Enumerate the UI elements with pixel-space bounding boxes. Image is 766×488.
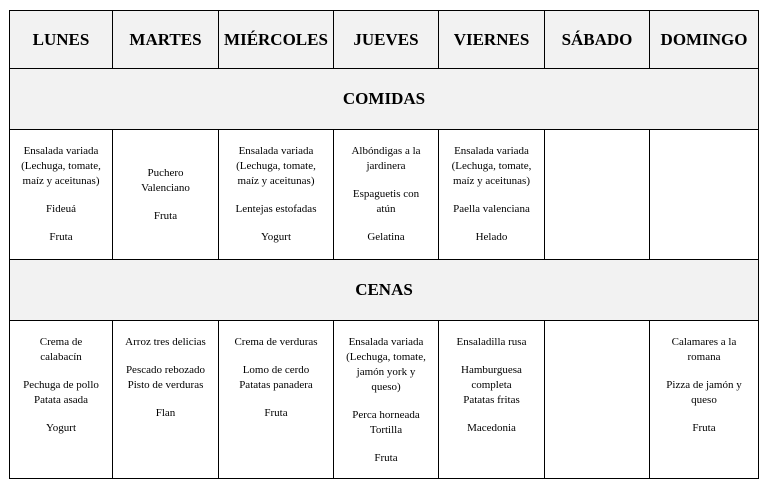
dish-line: Crema de verduras <box>234 336 318 348</box>
dish-line: Yogurt <box>45 422 77 434</box>
dish-line: (Lechuga, tomate, <box>21 160 101 172</box>
dish-line: jamón york y <box>356 366 416 378</box>
dish-line: Fruta <box>374 452 398 464</box>
dish-line: Ensalada variada <box>454 145 529 157</box>
dish-line: Espaguetis con <box>352 188 420 200</box>
dinner-section-row <box>10 260 759 321</box>
dish-line: Arroz tres delicias <box>125 336 206 348</box>
dish-line: Ensalada variada <box>348 336 424 348</box>
dish-line: maíz y aceitunas) <box>237 175 315 187</box>
lunch-cell-martes <box>113 130 219 260</box>
day-header-domingo: DOMINGO <box>650 11 759 69</box>
dish-line: Puchero <box>147 166 184 179</box>
dinner-cell-sabado <box>545 321 650 479</box>
dish-line: Tortilla <box>369 424 403 436</box>
lunch-cell-domingo <box>650 130 759 260</box>
lunch-section-title: COMIDAS <box>10 69 759 130</box>
dish-line: Lentejas estofadas <box>235 203 317 215</box>
dinner-cell-martes <box>113 321 219 479</box>
dish-line: jardinera <box>366 160 406 172</box>
lunch-cell-lunes <box>10 130 113 260</box>
days-header-row <box>10 11 759 69</box>
dish-line: Valenciano <box>141 181 190 194</box>
dish-line: (Lechuga, tomate, <box>236 160 316 172</box>
dish-line: Yogurt <box>260 231 292 243</box>
dish-line: Ensalada variada <box>238 145 314 157</box>
dinner-cell-viernes <box>439 321 545 479</box>
dish-line: queso) <box>371 381 401 393</box>
dish-line: queso <box>691 394 717 406</box>
lunch-cell-viernes <box>439 130 545 260</box>
dish-line: Patatas panadera <box>239 379 313 391</box>
dish-line: Pizza de jamón y <box>666 379 742 391</box>
dish-line: Fruta <box>264 407 288 419</box>
dish-line: Flan <box>155 407 176 419</box>
dish-line: Ensaladilla rusa <box>456 336 527 348</box>
dinner-section-title: CENAS <box>10 260 759 321</box>
dish-line: Helado <box>475 231 508 243</box>
dinner-row <box>10 321 759 479</box>
day-header-miercoles: MIÉRCOLES <box>219 11 334 69</box>
dish-line: completa <box>471 379 512 391</box>
lunch-cell-jueves <box>334 130 439 260</box>
dish-line: Patatas fritas <box>463 394 520 406</box>
dish-line: Lomo de cerdo <box>242 364 310 376</box>
dish-line: (Lechuga, tomate, <box>346 351 426 363</box>
dish-line: Perca horneada <box>352 409 420 421</box>
dish-line: Pisto de verduras <box>127 379 204 391</box>
dish-line: Albóndigas a la <box>351 145 421 157</box>
dish-line: Fruta <box>692 422 716 434</box>
day-header-sabado: SÁBADO <box>545 11 650 69</box>
lunch-cell-sabado <box>545 130 650 260</box>
dish-line: Gelatina <box>367 231 405 243</box>
dinner-cell-jueves <box>334 321 439 479</box>
dish-line: Pescado rebozado <box>125 364 206 376</box>
dish-line: Ensalada variada <box>23 145 99 157</box>
dinner-cell-domingo <box>650 321 759 479</box>
dish-line: Hamburguesa <box>461 364 522 376</box>
day-header-lunes: LUNES <box>10 11 113 69</box>
day-header-martes: MARTES <box>113 11 219 69</box>
dish-line: Fruta <box>153 209 178 222</box>
dinner-cell-miercoles <box>219 321 334 479</box>
dish-line: maíz y aceitunas) <box>22 175 100 187</box>
dish-line: Crema de <box>39 336 83 348</box>
dish-line: maíz y aceitunas) <box>453 175 530 187</box>
dish-line: Pechuga de pollo <box>23 379 99 391</box>
day-header-viernes: VIERNES <box>439 11 545 69</box>
dish-line: Fruta <box>49 231 73 243</box>
dish-line: calabacín <box>40 351 82 363</box>
weekly-menu-table <box>9 10 759 479</box>
dish-line: Patata asada <box>33 394 89 406</box>
day-header-jueves: JUEVES <box>334 11 439 69</box>
dish-line: Fideuá <box>46 203 76 215</box>
lunch-cell-miercoles <box>219 130 334 260</box>
dish-line: Paella valenciana <box>453 203 530 215</box>
dish-line: (Lechuga, tomate, <box>451 160 532 172</box>
dinner-cell-lunes <box>10 321 113 479</box>
lunch-row <box>10 130 759 260</box>
dish-line: atún <box>376 203 396 215</box>
dish-line: Calamares a la <box>671 336 737 348</box>
lunch-section-row <box>10 69 759 130</box>
dish-line: romana <box>687 351 721 363</box>
dish-line: Macedonia <box>467 422 516 434</box>
